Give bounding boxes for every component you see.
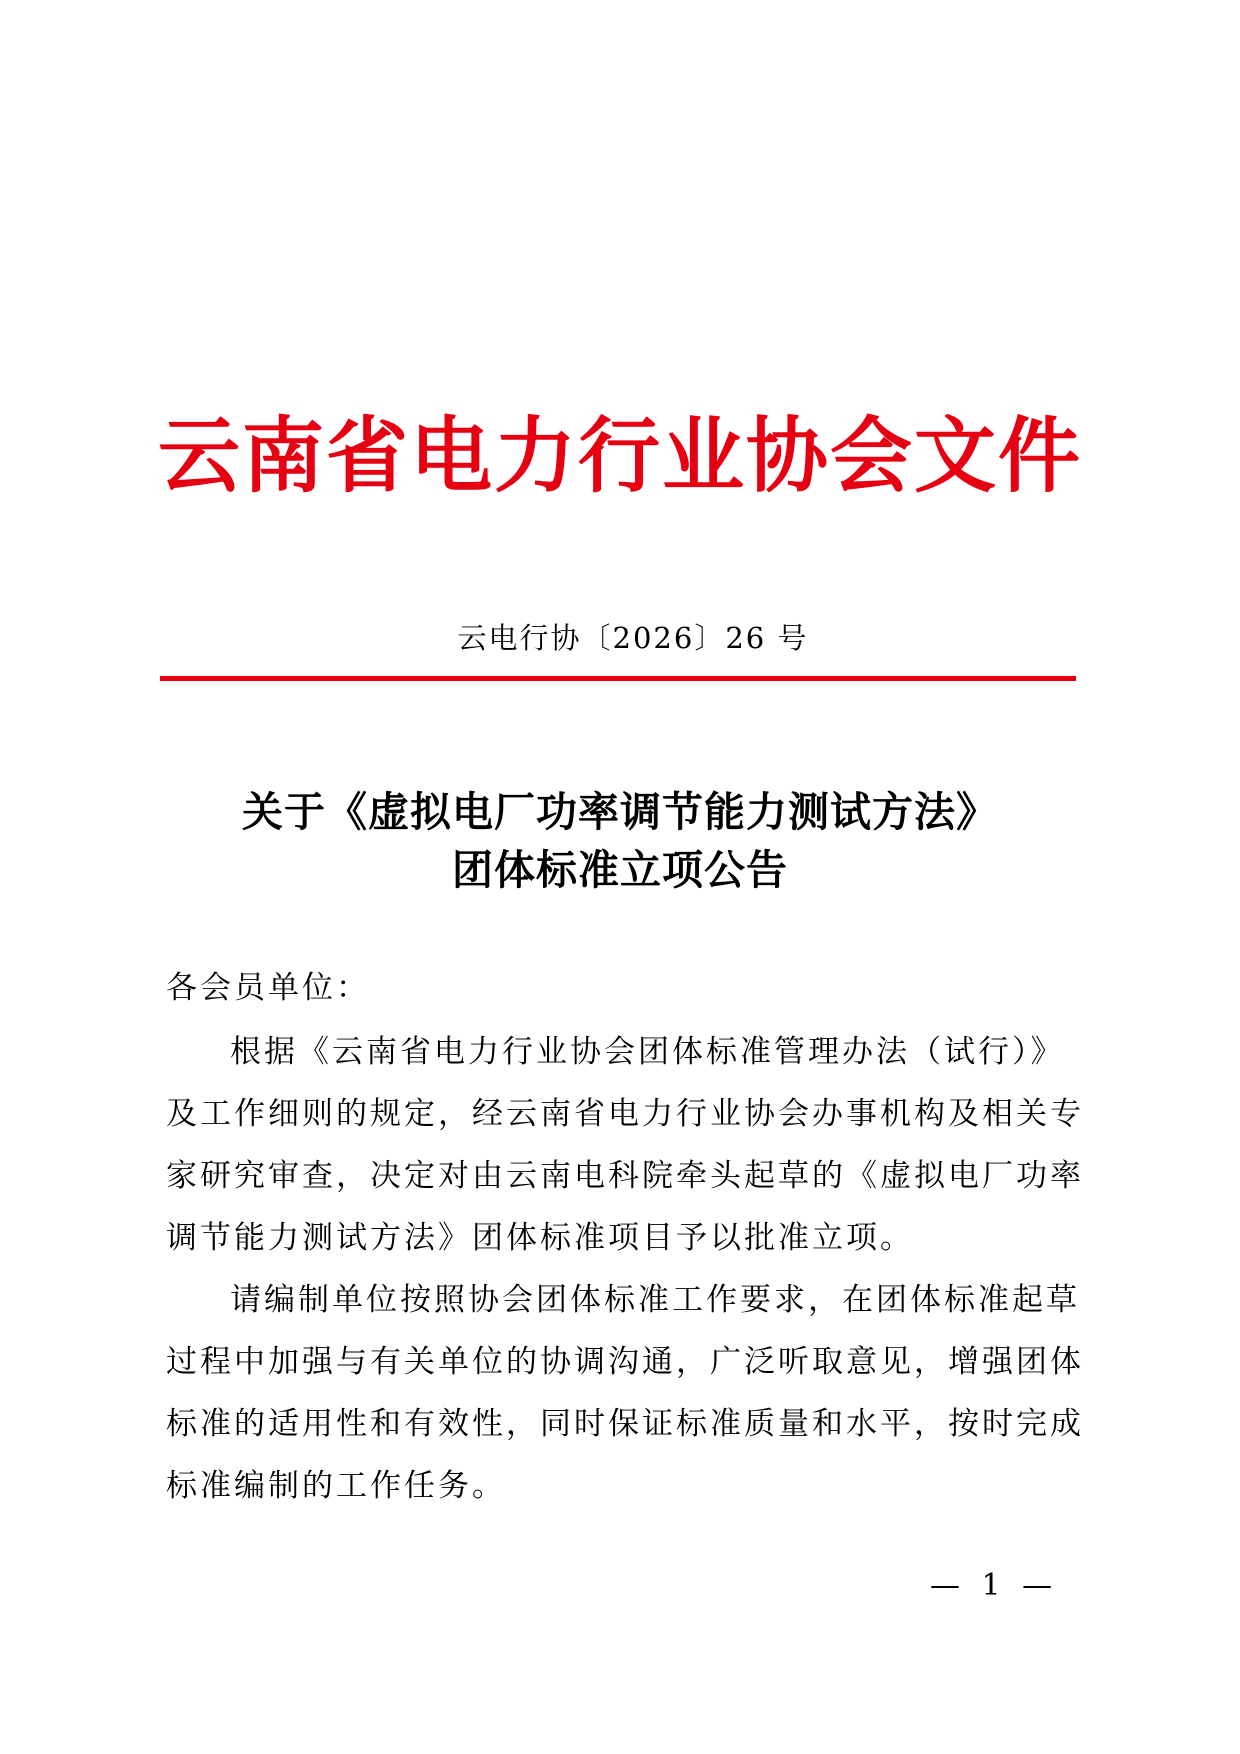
salutation: 各会员单位： [166, 970, 370, 1006]
paragraph-1-line-2: 及工作细则的规定，经云南省电力行业协会办事机构及相关专 [166, 1096, 1084, 1132]
page-number: — 1 — [930, 1568, 1059, 1603]
notice-title-line-2: 团体标准立项公告 [452, 846, 788, 894]
paragraph-1-line-4: 调节能力测试方法》团体标准项目予以批准立项。 [166, 1220, 914, 1256]
paragraph-1-line-3: 家研究审查，决定对由云南电科院牵头起草的《虚拟电厂功率 [166, 1158, 1084, 1194]
paragraph-2-line-4: 标准编制的工作任务。 [166, 1468, 506, 1504]
paragraph-2-line-2: 过程中加强与有关单位的协调沟通，广泛听取意见，增强团体 [166, 1344, 1084, 1380]
paragraph-2-line-1: 请编制单位按照协会团体标准工作要求，在团体标准起草 [230, 1282, 1080, 1318]
red-divider-line [160, 676, 1076, 681]
masthead-title: 云南省电力行业协会文件 [157, 408, 1082, 504]
paragraph-1-line-1: 根据《云南省电力行业协会团体标准管理办法（试行）》 [230, 1034, 1065, 1070]
document-number: 云电行协〔2026〕26 号 [457, 621, 809, 655]
notice-title-line-1: 关于《虚拟电厂功率调节能力测试方法》 [242, 788, 998, 836]
paragraph-2-line-3: 标准的适用性和有效性，同时保证标准质量和水平，按时完成 [166, 1406, 1084, 1442]
